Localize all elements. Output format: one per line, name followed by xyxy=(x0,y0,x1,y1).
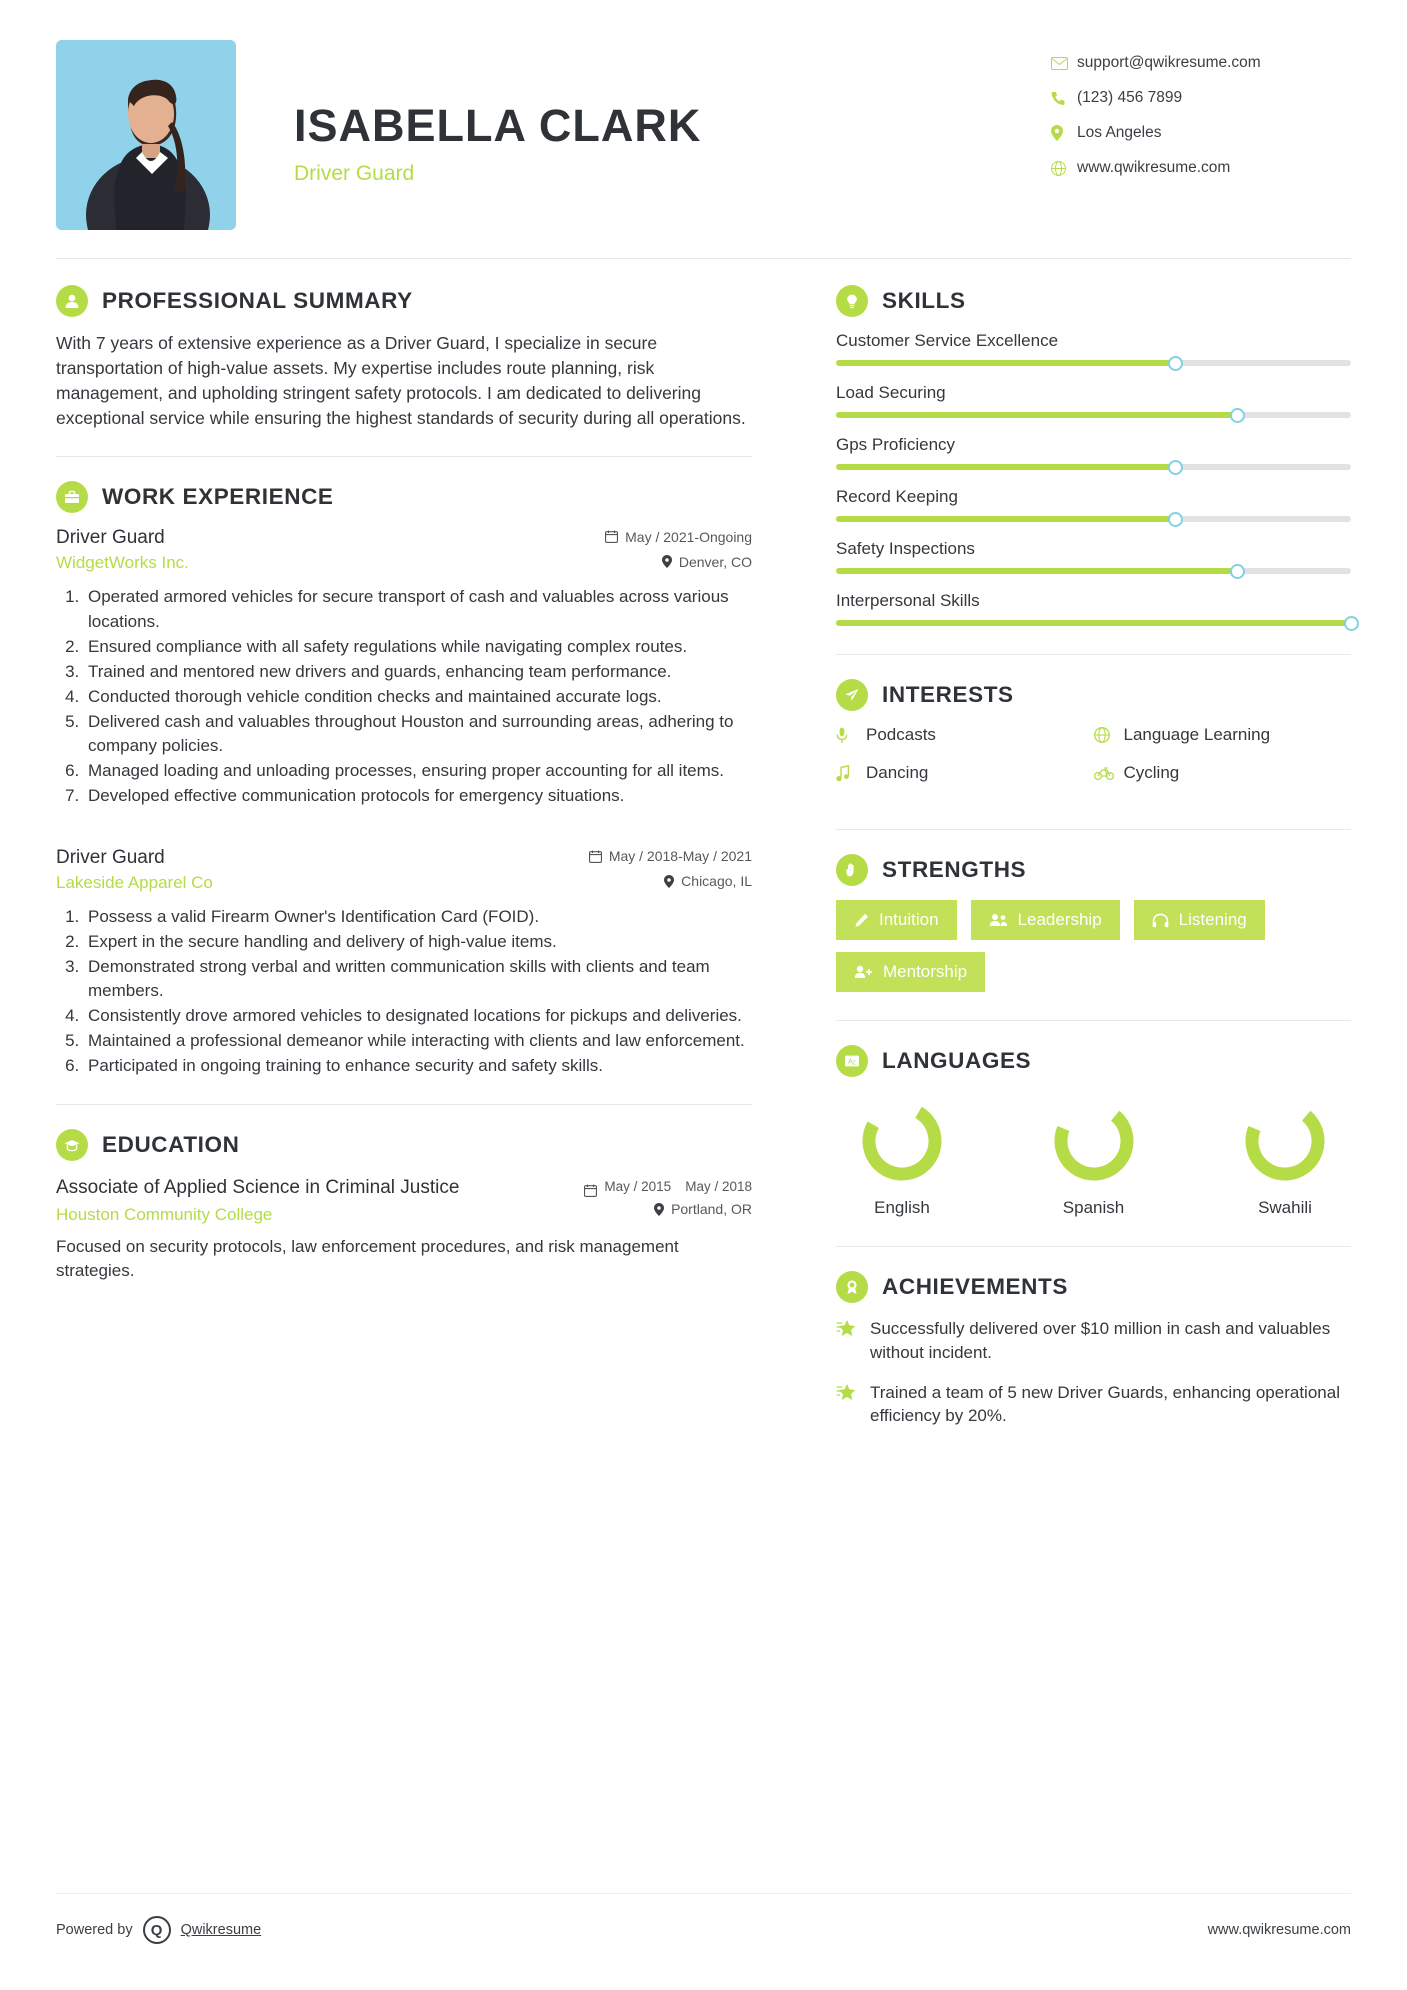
language-item xyxy=(1225,1097,1345,1218)
location-pin-icon xyxy=(654,1203,664,1216)
skill-bar-fill xyxy=(836,516,1176,522)
music-note-icon xyxy=(836,765,866,782)
job-company: WidgetWorks Inc. xyxy=(56,553,189,573)
footer-website[interactable]: www.qwikresume.com xyxy=(1207,1922,1351,1938)
skill-bar-fill xyxy=(836,620,1351,626)
footer-brand-block xyxy=(56,1916,261,1944)
education-school: Houston Community College xyxy=(56,1205,273,1225)
strength-chip xyxy=(836,952,985,992)
job-dates-value: May / 2018-May / 2021 xyxy=(608,848,752,864)
section-title-summary: PROFESSIONAL SUMMARY xyxy=(102,288,413,313)
strength-label: Listening xyxy=(1178,910,1247,929)
job-role: Driver Guard xyxy=(56,846,165,868)
skill-bar-knob xyxy=(1230,408,1245,423)
calendar-icon xyxy=(589,850,602,863)
name-block xyxy=(294,40,1051,186)
section-header-strengths xyxy=(836,854,1351,886)
contact-phone-value: (123) 456 7899 xyxy=(1077,89,1183,106)
user-icon xyxy=(56,285,88,317)
contact-location-value: Los Angeles xyxy=(1077,124,1162,141)
achievement-item xyxy=(836,1381,1351,1429)
section-header-summary xyxy=(56,285,752,317)
skill-bar xyxy=(836,568,1351,574)
language-item xyxy=(842,1097,962,1218)
calendar-icon xyxy=(584,1184,597,1200)
job-duties xyxy=(84,585,752,808)
graduation-cap-icon xyxy=(56,1129,88,1161)
skill-bar-knob xyxy=(1344,616,1359,631)
section-title-work: WORK EXPERIENCE xyxy=(102,484,334,510)
education-location xyxy=(654,1201,752,1217)
language-list xyxy=(836,1091,1351,1218)
user-plus-icon xyxy=(854,965,873,979)
divider xyxy=(56,456,752,457)
section-title-skills: SKILLS xyxy=(882,288,966,313)
divider xyxy=(836,654,1351,655)
strength-label: Mentorship xyxy=(883,962,968,981)
strength-label: Intuition xyxy=(879,910,939,929)
list-item: 1. Operated armored vehicles for secure transport of cash and valuables across various locations. xyxy=(84,585,752,633)
skill-bar-fill xyxy=(836,360,1176,366)
contact-website-value: www.qwikresume.com xyxy=(1077,159,1231,176)
interest-label: Cycling xyxy=(1123,763,1180,782)
language-label: Swahili xyxy=(1258,1198,1312,1217)
paper-plane-icon xyxy=(836,679,868,711)
globe-icon xyxy=(1051,161,1077,176)
list-item: 7. Developed effective communication protocols for emergency situations. xyxy=(84,784,752,808)
achievement-item xyxy=(836,1317,1351,1365)
phone-icon xyxy=(1051,91,1077,106)
skill-bar-knob xyxy=(1168,460,1183,475)
location-pin-icon xyxy=(662,555,672,568)
resume-body xyxy=(56,259,1351,1444)
calendar-icon xyxy=(605,530,618,543)
section-title-languages: LANGUAGES xyxy=(882,1048,1032,1073)
avatar xyxy=(56,40,236,230)
list-item: 3. Demonstrated strong verbal and written communication skills with clients and team members. xyxy=(84,955,752,1003)
achievement-text: Trained a team of 5 new Driver Guards, enhancing operational efficiency by 20%. xyxy=(870,1382,1340,1426)
skill-bar-fill xyxy=(836,412,1238,418)
education-end: May / 2018 xyxy=(685,1179,752,1195)
education-description: Focused on security protocols, law enforcement procedures, and risk management strategies. xyxy=(56,1237,679,1281)
briefcase-icon xyxy=(56,481,88,513)
skill-bar xyxy=(836,620,1351,626)
skill-label: Interpersonal Skills xyxy=(836,591,980,610)
list-item: 5. Maintained a professional demeanor while interacting with clients and law enforcement. xyxy=(84,1029,752,1053)
language-label: English xyxy=(874,1198,930,1217)
skill-label: Load Securing xyxy=(836,383,946,402)
language-progress-ring xyxy=(858,1097,946,1185)
list-item: 1. Possess a valid Firearm Owner's Identification Card (FOID). xyxy=(84,905,752,929)
award-icon xyxy=(836,1271,868,1303)
skill-item xyxy=(836,487,1351,522)
section-title-interests: INTERESTS xyxy=(882,682,1014,707)
skill-label: Record Keeping xyxy=(836,487,958,506)
star-badge-icon xyxy=(836,1317,870,1365)
location-pin-icon xyxy=(664,875,674,888)
job-location-value: Chicago, IL xyxy=(681,873,752,889)
interest-label: Language Learning xyxy=(1123,725,1271,744)
bicycle-icon xyxy=(1094,766,1124,780)
powered-by-label: Powered by xyxy=(56,1922,133,1938)
skill-bar xyxy=(836,412,1351,418)
job-duties xyxy=(84,905,752,1079)
lightbulb-icon xyxy=(836,285,868,317)
job-location-value: Denver, CO xyxy=(678,553,752,570)
list-item: 4. Consistently drove armored vehicles to designated locations for pickups and deliveries. xyxy=(84,1004,752,1028)
divider xyxy=(56,1104,752,1105)
qwikresume-logo-icon: Q xyxy=(143,1916,171,1944)
work-item xyxy=(56,527,752,808)
language-label: Spanish xyxy=(1062,1198,1125,1217)
list-item: 3. Trained and mentored new drivers and guards, enhancing team performance. xyxy=(84,660,752,684)
strength-list xyxy=(836,900,1351,992)
job-dates xyxy=(589,848,752,864)
education-item xyxy=(56,1175,752,1283)
skill-bar xyxy=(836,360,1351,366)
divider xyxy=(836,1246,1351,1247)
translate-icon xyxy=(836,1045,868,1077)
section-header-interests xyxy=(836,679,1351,711)
list-item: 2. Expert in the secure handling and delivery of high-value items. xyxy=(84,930,752,954)
mail-icon xyxy=(1051,57,1077,70)
right-column xyxy=(796,285,1351,1444)
skill-bar xyxy=(836,516,1351,522)
contact-phone[interactable] xyxy=(1051,89,1351,107)
list-item: 2. Ensured compliance with all safety regulations while navigating complex routes. xyxy=(84,635,752,659)
education-start: May / 2015 xyxy=(604,1179,672,1195)
skill-bar-fill xyxy=(836,568,1238,574)
achievement-list xyxy=(836,1317,1351,1428)
interest-item xyxy=(1094,725,1352,745)
star-badge-icon xyxy=(836,1381,870,1429)
section-header-languages xyxy=(836,1045,1351,1077)
skill-label: Safety Inspections xyxy=(836,539,975,558)
section-title-education: EDUCATION xyxy=(102,1132,240,1158)
skill-list xyxy=(836,331,1351,626)
location-icon xyxy=(1051,125,1077,141)
skill-label: Gps Proficiency xyxy=(836,435,956,454)
spacer xyxy=(56,819,752,847)
interest-list xyxy=(836,725,1351,801)
job-location xyxy=(664,873,752,889)
language-item xyxy=(1034,1097,1154,1218)
footer xyxy=(56,1893,1351,1944)
contact-location xyxy=(1051,124,1351,142)
achievement-text: Successfully delivered over $10 million in cash and valuables without incident. xyxy=(870,1319,1331,1362)
education-degree: Associate of Applied Science in Criminal Justice xyxy=(56,1177,460,1199)
job-company: Lakeside Apparel Co xyxy=(56,872,213,892)
list-item: 6. Managed loading and unloading processes, ensuring proper accounting for all items. xyxy=(84,759,752,783)
skill-bar-fill xyxy=(836,464,1176,470)
strength-chip xyxy=(836,900,957,940)
divider xyxy=(836,1020,1351,1021)
skill-label: Customer Service Excellence xyxy=(836,331,1059,350)
skill-item xyxy=(836,331,1351,366)
skill-bar xyxy=(836,464,1351,470)
interest-item xyxy=(836,763,1094,783)
candidate-title: Driver Guard xyxy=(294,162,415,185)
microphone-icon xyxy=(836,727,866,744)
pencil-icon xyxy=(854,913,869,928)
section-title-achievements: ACHIEVEMENTS xyxy=(882,1274,1068,1299)
job-dates-value: May / 2021-Ongoing xyxy=(625,528,752,545)
skill-item xyxy=(836,591,1351,626)
list-item: 6. Participated in ongoing training to enhance security and safety skills. xyxy=(84,1054,752,1078)
skill-item xyxy=(836,383,1351,418)
interest-label: Podcasts xyxy=(866,725,936,744)
divider xyxy=(836,829,1351,830)
education-location-value: Portland, OR xyxy=(671,1201,752,1218)
strength-chip xyxy=(971,900,1120,940)
skill-item xyxy=(836,435,1351,470)
contact-email[interactable] xyxy=(1051,54,1351,72)
headphones-icon xyxy=(1152,913,1169,928)
skill-item xyxy=(836,539,1351,574)
section-header-achievements xyxy=(836,1271,1351,1303)
work-item xyxy=(56,847,752,1079)
strength-chip xyxy=(1134,900,1265,940)
left-column xyxy=(56,285,796,1444)
list-item: 4. Conducted thorough vehicle condition checks and maintained accurate logs. xyxy=(84,685,752,709)
strength-label: Leadership xyxy=(1017,910,1102,929)
section-header-skills xyxy=(836,285,1351,317)
list-item: 5. Delivered cash and valuables throughout Houston and surrounding areas, adhering to company policies. xyxy=(84,710,752,758)
job-role: Driver Guard xyxy=(56,527,165,549)
contact-website[interactable] xyxy=(1051,159,1351,177)
interest-label: Dancing xyxy=(866,763,929,782)
contact-email-value: support@qwikresume.com xyxy=(1077,54,1261,71)
skill-bar-knob xyxy=(1168,356,1183,371)
language-progress-ring xyxy=(1241,1097,1329,1185)
summary-text: With 7 years of extensive experience as a Driver Guard, I specialize in secure transportation of high-value assets. My expertise includes route planning, risk management, and upholding stringent safety protocols. I am dedicated to delivering exceptional service while ensuring the highest standards of security during all operations. xyxy=(56,333,746,428)
svg-text:A: A xyxy=(848,1058,853,1066)
users-icon xyxy=(989,913,1008,927)
section-header-education xyxy=(56,1129,752,1161)
candidate-name: ISABELLA CLARK xyxy=(294,100,702,151)
education-dates xyxy=(584,1175,752,1200)
section-title-strengths: STRENGTHS xyxy=(882,857,1027,882)
job-location xyxy=(662,554,752,570)
contact-list xyxy=(1051,40,1351,194)
qwikresume-link[interactable]: Qwikresume xyxy=(180,1922,262,1938)
skill-bar-knob xyxy=(1168,512,1183,527)
hand-icon xyxy=(836,854,868,886)
language-progress-ring xyxy=(1050,1097,1138,1185)
skill-bar-knob xyxy=(1230,564,1245,579)
svg-text:Z: Z xyxy=(852,1060,856,1067)
job-dates xyxy=(605,529,752,545)
resume-header xyxy=(56,0,1351,258)
section-header-work xyxy=(56,481,752,513)
interest-item xyxy=(1094,763,1352,783)
globe-icon xyxy=(1094,727,1124,743)
interest-item xyxy=(836,725,1094,745)
